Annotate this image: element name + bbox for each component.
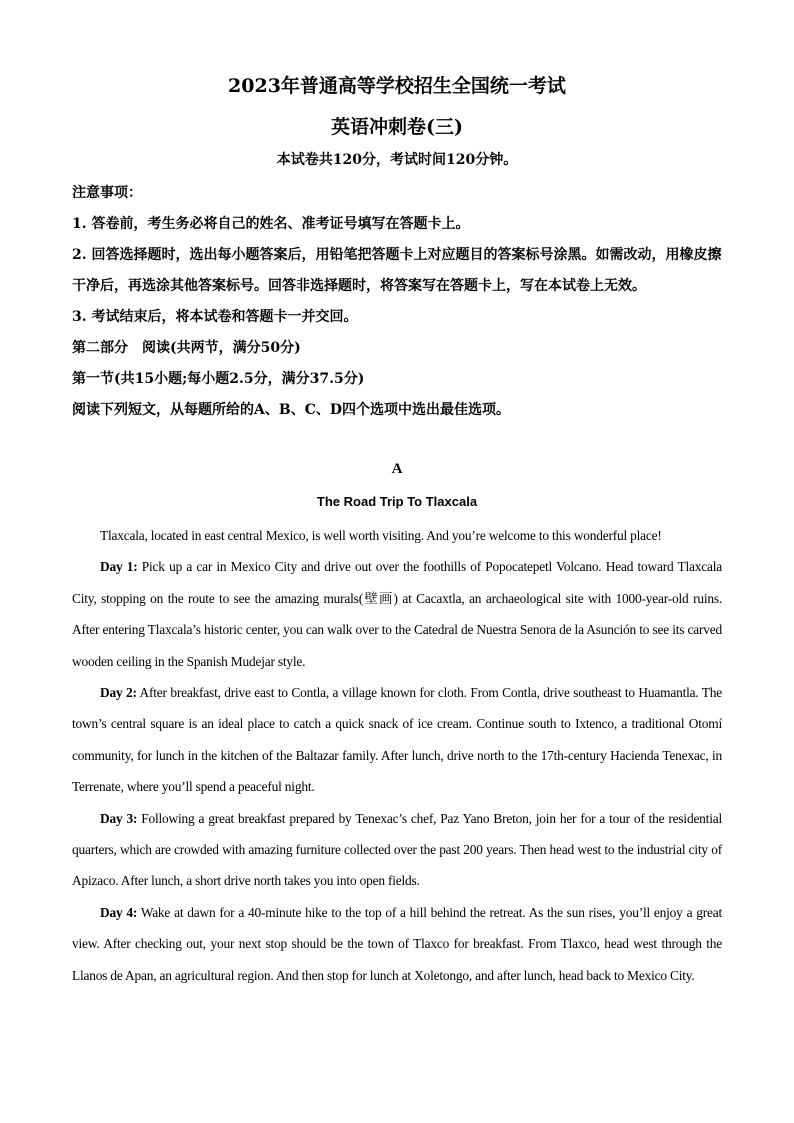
day-paragraph bbox=[72, 803, 722, 897]
notes-item-2: 2. 回答选择题时，选出每小题答案后，用铅笔把答题卡上对应题目的答案标号涂黑。如需改动，用橡皮擦干净后，再选涂其他答案标号。回答非选择题时，将答案写在答题卡上，写在本试卷上无效。 bbox=[72, 247, 722, 294]
day-label: Day 4: bbox=[100, 904, 138, 920]
notes-item-1: 1. 答卷前，考生务必将自己的姓名、准考证号填写在答题卡上。 bbox=[72, 216, 470, 232]
section-heading: 第一节(共15小题;每小题2.5分，满分37.5分) bbox=[72, 371, 365, 387]
day-text: Pick up a car in Mexico City and drive out over the foothills of Popocatepetl Volcano. Head toward Tlaxcala City, stopping on the route to see the amazing murals(壁画) at Cacaxtla, an archaeological site with 1000-year-old ruins. After entering Tlaxcala’s historic center, you can walk over to the Catedral de Nuestra Senora de la Asunción to see its carved wooden ceiling in the Spanish Mudejar style. bbox=[72, 559, 722, 669]
day-label: Day 1: bbox=[100, 559, 138, 575]
score-info: 本试卷共120分，考试时间120分钟。 bbox=[276, 152, 518, 168]
passage-letter: A bbox=[391, 461, 403, 477]
passage-intro: Tlaxcala, located in east central Mexico, is well worth visiting. And you’re welcome to this wonderful place! bbox=[100, 528, 662, 543]
day-text: Wake at dawn for a 40-minute hike to the top of a hill behind the retreat. As the sun rises, you’ll enjoy a great view. After checking out, your next stop should be the town of Tlaxco for breakfast. From Tlaxco, head west through the Llanos de Apan, an agricultural region. And then stop for lunch at Xoletongo, and after lunch, head back to Mexico City. bbox=[72, 904, 723, 983]
exam-title: 2023年普通高等学校招生全国统一考试 bbox=[228, 75, 566, 97]
notes-heading: 注意事项： bbox=[72, 185, 142, 201]
instruction-text: 阅读下列短文，从每题所给的A、B、C、D四个选项中选出最佳选项。 bbox=[72, 402, 510, 418]
part-heading: 第二部分 阅读(共两节，满分50分) bbox=[72, 340, 301, 356]
passage-title: The Road Trip To Tlaxcala bbox=[316, 494, 478, 509]
day-label: Day 2: bbox=[100, 685, 137, 701]
day-paragraph bbox=[72, 677, 722, 803]
day-text: Following a great breakfast prepared by Tenexac’s chef, Paz Yano Breton, join her for a tour of the residential quarters, which are crowded with amazing furniture collected over the past 200 years. Then head west to the industrial city of Apizaco. After lunch, a short drive north takes you into open fields. bbox=[72, 810, 722, 889]
passage-body bbox=[72, 520, 722, 991]
notes-item-3: 3. 考试结束后，将本试卷和答题卡一并交回。 bbox=[72, 309, 358, 325]
day-text: After breakfast, drive east to Contla, a village known for cloth. From Contla, drive southeast to Huamantla. The town’s central square is an ideal place to catch a quick snack of ice cream. Continue south to Ixtenco, a traditional Otomí community, for lunch in the kitchen of the Baltazar family. After lunch, drive north to the 17th-century Hacienda Tenexac, in Terrenate, where you’ll spend a peaceful night. bbox=[72, 685, 722, 795]
paper-title: 英语冲刺卷(三) bbox=[331, 116, 463, 138]
day-label: Day 3: bbox=[100, 810, 138, 826]
exam-notes bbox=[72, 178, 724, 426]
day-paragraph bbox=[72, 897, 722, 991]
day-paragraph bbox=[72, 551, 722, 677]
